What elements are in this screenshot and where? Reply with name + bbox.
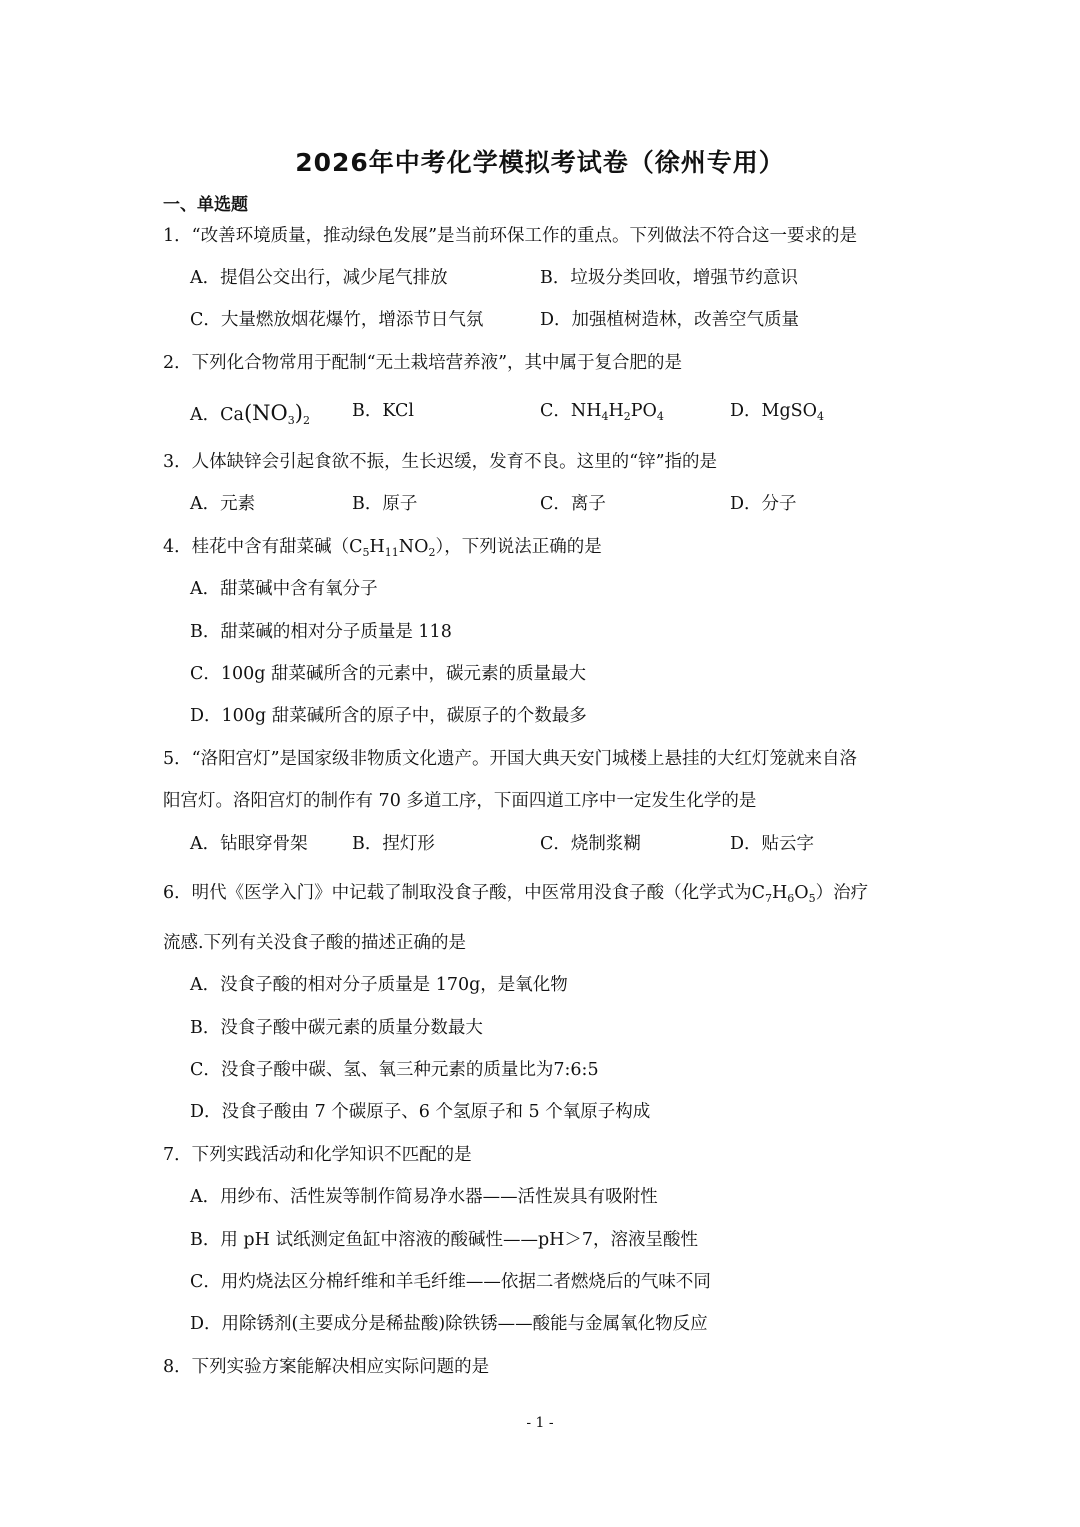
question-1-option-d: D．加强植树造林，改善空气质量 [540,310,800,330]
page-title: 2026年中考化学模拟考试卷（徐州专用） [295,148,785,177]
question-6-stem-line-1 [163,885,868,904]
formula-subscript: 2 [623,410,631,423]
formula-subscript: 3 [287,414,295,427]
question-5-option-d: D．贴云字 [730,834,815,854]
formula-part: ) [294,401,303,425]
formula-part: PO [630,401,657,421]
stem-text: 4．桂花中含有甜菜碱（C [163,537,363,557]
stem-text: ），下列说法正确的是 [435,537,602,557]
question-3-option-d: D．分子 [730,494,797,514]
question-1-option-b: B．垃圾分类回收，增强节约意识 [540,268,798,288]
formula-part: H [772,883,788,903]
formula-subscript: 7 [765,892,773,905]
stem-text: ）治疗 [815,883,869,903]
question-3-option-b: B．原子 [352,494,418,514]
formula-subscript: 5 [362,546,370,559]
formula-part: MgSO [761,401,817,421]
formula-subscript: 4 [601,410,609,423]
question-6-option-d: D．没食子酸由 7 个碳原子、6 个氢原子和 5 个氧原子构成 [190,1102,651,1122]
question-2-stem: 2．下列化合物常用于配制“无土栽培营养液”，其中属于复合肥的是 [163,353,683,373]
stem-text: 6．明代《医学入门》中记载了制取没食子酸，中医常用没食子酸（化学式为 [163,883,752,903]
page-number: - 1 - [526,1415,554,1431]
formula-part: (NO [243,401,288,425]
question-7-stem: 7．下列实践活动和化学知识不匹配的是 [163,1145,472,1165]
formula-subscript: 4 [817,410,824,423]
question-2-option-c [540,403,664,422]
question-2-option-a [190,403,310,426]
question-6-stem-line-2: 流感.下列有关没食子酸的描述正确的是 [163,933,467,953]
question-7-option-a: A．用纱布、活性炭等制作简易净水器——活性炭具有吸附性 [190,1187,658,1207]
question-5-stem-line-1: 5．“洛阳宫灯”是国家级非物质文化遗产。开国大典天安门城楼上悬挂的大红灯笼就来自洛 [163,749,858,769]
question-4-stem [163,539,602,558]
question-2-option-d [730,403,824,422]
question-1-option-c: C．大量燃放烟花爆竹，增添节日气氛 [190,310,484,330]
formula-part: NH [570,401,602,421]
formula-subscript: 2 [428,546,436,559]
question-4-option-d: D．100g 甜菜碱所含的原子中，碳原子的个数最多 [190,706,587,726]
question-8-stem: 8．下列实验方案能解决相应实际问题的是 [163,1357,490,1377]
formula-subscript: 6 [787,892,795,905]
question-5-stem-line-2: 阳宫灯。洛阳宫灯的制作有 70 多道工序，下面四道工序中一定发生化学的是 [163,791,757,811]
question-6-option-c: C．没食子酸中碳、氢、氧三种元素的质量比为7:6:5 [190,1060,599,1080]
formula-part: O [794,883,809,903]
question-7-option-b: B．用 pH 试纸测定鱼缸中溶液的酸碱性——pH＞7，溶液呈酸性 [190,1230,699,1250]
question-6-option-b: B．没食子酸中碳元素的质量分数最大 [190,1018,483,1038]
question-3-stem: 3．人体缺锌会引起食欲不振，生长迟缓，发育不良。这里的“锌”指的是 [163,452,718,472]
question-3-option-c: C．离子 [540,494,606,514]
question-7-option-c: C．用灼烧法区分棉纤维和羊毛纤维——依据二者燃烧后的气味不同 [190,1272,711,1292]
formula-part: H [369,537,385,557]
formula-subscript: 4 [656,410,664,423]
option-letter: D． [730,401,762,421]
question-1-stem: 1．“改善环境质量，推动绿色发展”是当前环保工作的重点。下列做法不符合这一要求的是 [163,226,858,246]
question-3-option-a: A．元素 [190,494,256,514]
option-letter: A． [190,405,221,425]
formula-part: H [608,401,624,421]
question-4-option-c: C．100g 甜菜碱所含的元素中，碳元素的质量最大 [190,664,587,684]
section-heading: 一、单选题 [163,195,248,215]
formula-subscript: 11 [384,546,399,559]
question-2-option-b: B．KCl [352,401,414,421]
question-5-option-a: A．钻眼穿骨架 [190,834,308,854]
formula-subscript: 2 [302,414,310,427]
question-5-option-b: B．捏灯形 [352,834,435,854]
question-1-option-a: A．提倡公交出行，减少尾气排放 [190,268,448,288]
question-4-option-b: B．甜菜碱的相对分子质量是 118 [190,622,452,642]
formula-part: NO [398,537,429,557]
formula-part: C [751,883,766,903]
question-6-option-a: A．没食子酸的相对分子质量是 170g，是氧化物 [190,975,568,995]
formula-subscript: 5 [808,892,816,905]
question-4-option-a: A．甜菜碱中含有氧分子 [190,579,378,599]
option-letter: C． [540,401,571,421]
formula-part: Ca [220,405,244,425]
question-7-option-d: D．用除锈剂(主要成分是稀盐酸)除铁锈——酸能与金属氧化物反应 [190,1314,708,1334]
question-5-option-c: C．烧制浆糊 [540,834,641,854]
